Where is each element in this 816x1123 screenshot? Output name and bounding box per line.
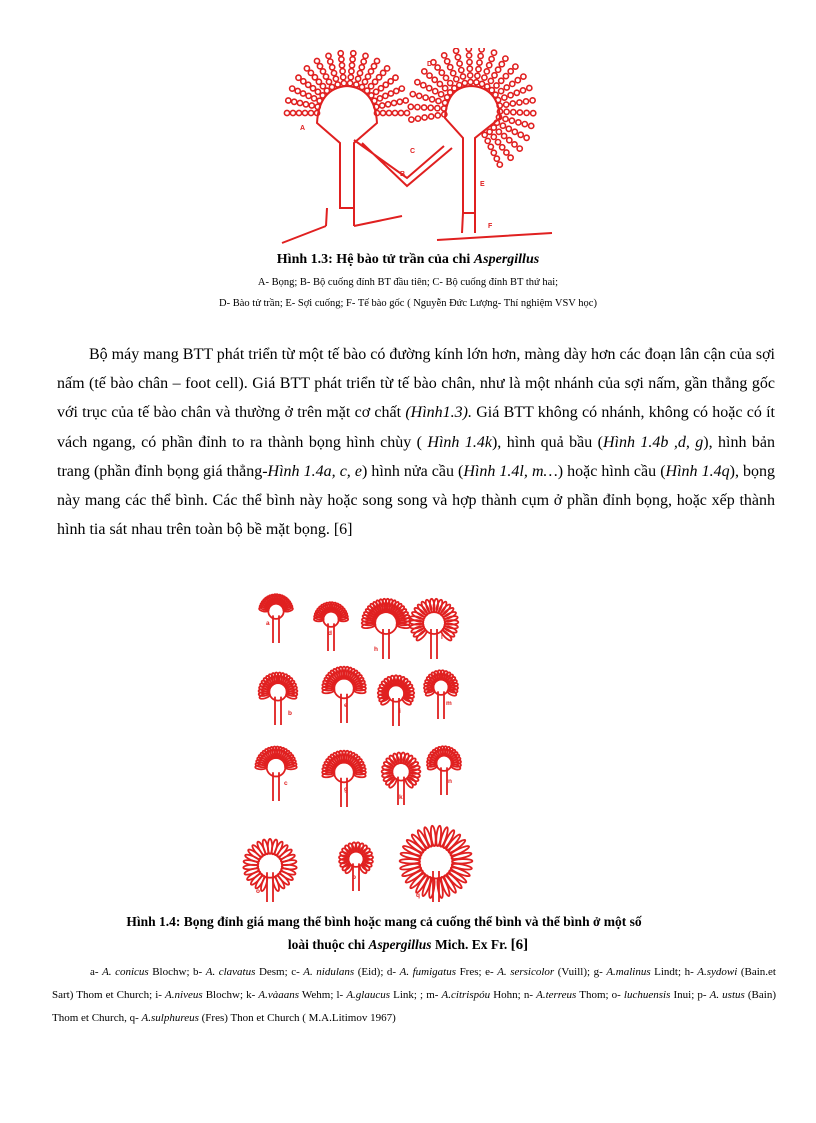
species-name: A.sydowi	[697, 966, 738, 978]
fig2-label-n: n	[448, 778, 452, 785]
species-author: (Bain) Thom et Church,	[52, 989, 776, 1025]
species-author: Thom;	[576, 989, 612, 1002]
para-ref-2: Hình 1.4k	[427, 433, 492, 451]
caption-1-4-post: Mich. Ex Fr.	[431, 937, 511, 952]
species-author: (Fres) Thon et Church ( M.A.Litimov 1967)	[198, 1012, 396, 1025]
species-letter: i-	[155, 989, 166, 1002]
species-name: A. ustus	[709, 989, 745, 1002]
species-author: Blochw;	[148, 966, 194, 978]
figure-1-4-drawing	[236, 577, 486, 902]
para-text-3: ), hình quả bầu (	[491, 433, 603, 451]
fig1-label-e: E	[480, 181, 485, 188]
species-entry	[291, 966, 387, 978]
species-letter: q-	[129, 1012, 142, 1025]
species-author: Link; ;	[390, 989, 427, 1002]
species-name: luchuensis	[623, 989, 671, 1002]
fig2-label-g: g	[344, 786, 348, 793]
para-text-1: Bộ máy mang BTT phát triển từ một tế bào có đường kính lớn hơn, màng dày hơn các đoạn lân cận của sợi nấm (tế bào chân – foot cell). Giá BTT phát triển từ tế bào chân, như là một nhánh của sợi nấm, gần thẳng gốc với trục của tế bào chân và thường ở trên mặt cơ chất	[57, 346, 775, 422]
species-name: A. clavatus	[205, 966, 256, 978]
body-paragraph	[57, 340, 775, 544]
species-list	[52, 961, 776, 1031]
fig2-label-a: a	[266, 620, 270, 627]
species-entry	[426, 989, 524, 1001]
fig2-label-c: c	[284, 780, 288, 787]
figure-1-3-caption	[0, 252, 816, 268]
para-text-6: ) hoặc hình cầu (	[557, 462, 666, 480]
species-letter: c-	[291, 966, 304, 978]
species-name: A.niveus	[165, 989, 203, 1002]
species-name: A. sersicolor	[497, 966, 555, 978]
species-name: A.malinus	[606, 966, 651, 978]
caption-1-3-genus: Aspergillus	[473, 252, 540, 267]
fig1-label-f: F	[488, 223, 493, 230]
species-entry	[594, 966, 685, 978]
fig2-label-m: m	[446, 700, 452, 707]
figure-1-3-drawing	[262, 48, 558, 248]
species-name: A.citrispóu	[441, 989, 491, 1002]
species-entry	[524, 989, 612, 1001]
fig2-label-q: q	[416, 892, 420, 899]
species-author: Wehm;	[299, 989, 337, 1002]
fig2-label-l: l	[441, 634, 443, 641]
species-entry	[612, 989, 698, 1001]
fig2-label-b: b	[288, 710, 292, 717]
species-author: Inui;	[670, 989, 698, 1002]
para-text-4: ), hình bản trang (phần đỉnh bọng giá thẳng-	[57, 433, 775, 480]
fig2-label-e: e	[344, 702, 348, 709]
species-letter: p-	[697, 989, 710, 1002]
species-author: Fres;	[456, 966, 486, 978]
caption-1-4-pre: loài thuộc chi	[287, 937, 369, 952]
species-letter: h-	[684, 966, 698, 978]
species-letter: m-	[426, 989, 442, 1002]
para-text-7: ), bọng này mang các thể bình. Các thể bình này hoặc song song và hợp thành cụm ở phần đỉnh bọng, hoặc xếp thành hình tia sát nhau trên toàn bộ bề mặt bọng. [6]	[57, 462, 776, 539]
para-ref-6: Hình 1.4q	[665, 462, 730, 480]
species-letter: d-	[386, 966, 400, 978]
fig2-label-p: p	[352, 874, 356, 881]
species-name: A.terreus	[536, 989, 577, 1002]
figure-1-4-caption-line-1: Hình 1.4: Bọng đỉnh giá mang thể bình hoặc mang cả cuống thể bình và thể bình ở một số	[126, 914, 642, 929]
species-entry	[246, 989, 336, 1001]
species-author: Desm;	[255, 966, 292, 978]
caption-1-4-ref: [6]	[510, 937, 529, 953]
species-author: (Bain.et Sart) Thom et Church;	[52, 966, 776, 1002]
species-entry	[387, 966, 485, 978]
species-letter: o-	[611, 989, 624, 1002]
connecting-hypha	[354, 140, 452, 186]
species-entry	[337, 989, 427, 1001]
species-name: A.glaucus	[346, 989, 391, 1002]
fig2-label-o: o	[256, 888, 260, 895]
caption-1-3-text: Hình 1.3: Hệ bào tử trần của chi	[276, 252, 474, 267]
species-author: Blochw;	[202, 989, 247, 1002]
fig2-label-k: k	[399, 794, 403, 801]
fig1-label-a: A	[300, 125, 306, 132]
species-letter: a-	[90, 966, 103, 978]
species-name: A.vàaans	[258, 989, 299, 1002]
species-entry	[193, 966, 291, 978]
figure-1-3-legend-line-2: D- Bào tử trần; E- Sợi cuống; F- Tế bào gốc ( Nguyễn Đức Lượng- Thí nghiệm VSV học)	[219, 298, 597, 309]
fig1-label-c: C	[410, 148, 416, 155]
species-name: A. conicus	[102, 966, 149, 978]
figure-1-4-caption-line-2	[0, 937, 816, 954]
species-letter: e-	[485, 966, 498, 978]
species-entry	[90, 966, 193, 978]
species-author: (Eid);	[354, 966, 387, 978]
fig2-label-i: i	[399, 708, 401, 715]
species-name: A. nidulans	[303, 966, 355, 978]
species-author: Hohn;	[490, 989, 524, 1002]
species-letter: k-	[246, 989, 259, 1002]
species-name: A. fumigatus	[399, 966, 457, 978]
para-ref-5: Hình 1.4l, m…	[463, 462, 558, 480]
species-letter: l-	[336, 989, 347, 1002]
fig1-label-b: B	[400, 171, 406, 178]
right-conidiophore	[408, 48, 552, 240]
species-letter: g-	[593, 966, 607, 978]
species-entry	[130, 1012, 396, 1024]
figure-1-3-legend-line-1: A- Bọng; B- Bộ cuống đính BT đầu tiên; C- Bộ cuống đính BT thứ hai;	[257, 277, 559, 288]
species-author: (Vuill);	[554, 966, 594, 978]
fig2-label-d: d	[328, 630, 332, 637]
species-letter: b-	[193, 966, 206, 978]
para-text-5: ) hình nửa cầu (	[361, 462, 464, 480]
para-ref-1: (Hình1.3).	[405, 404, 472, 422]
fig1-label-d: D	[427, 61, 433, 68]
fig2-label-h: h	[374, 646, 378, 653]
species-entry	[155, 989, 246, 1001]
left-conidiophore	[282, 51, 410, 243]
species-name: A.sulphureus	[141, 1012, 199, 1025]
para-text-2: Giá BTT không có nhánh, không có hoặc có ít vách ngang, có phần đỉnh to ra thành bọng hình chùy (	[57, 404, 775, 451]
para-ref-3: Hình 1.4b ,d, g	[602, 433, 704, 451]
species-letter: n-	[523, 989, 537, 1002]
species-entry	[485, 966, 594, 978]
species-author: Lindt;	[650, 966, 685, 978]
para-ref-4: Hình 1.4a, c, e	[267, 462, 362, 480]
caption-1-4-genus: Aspergillus	[368, 937, 432, 952]
